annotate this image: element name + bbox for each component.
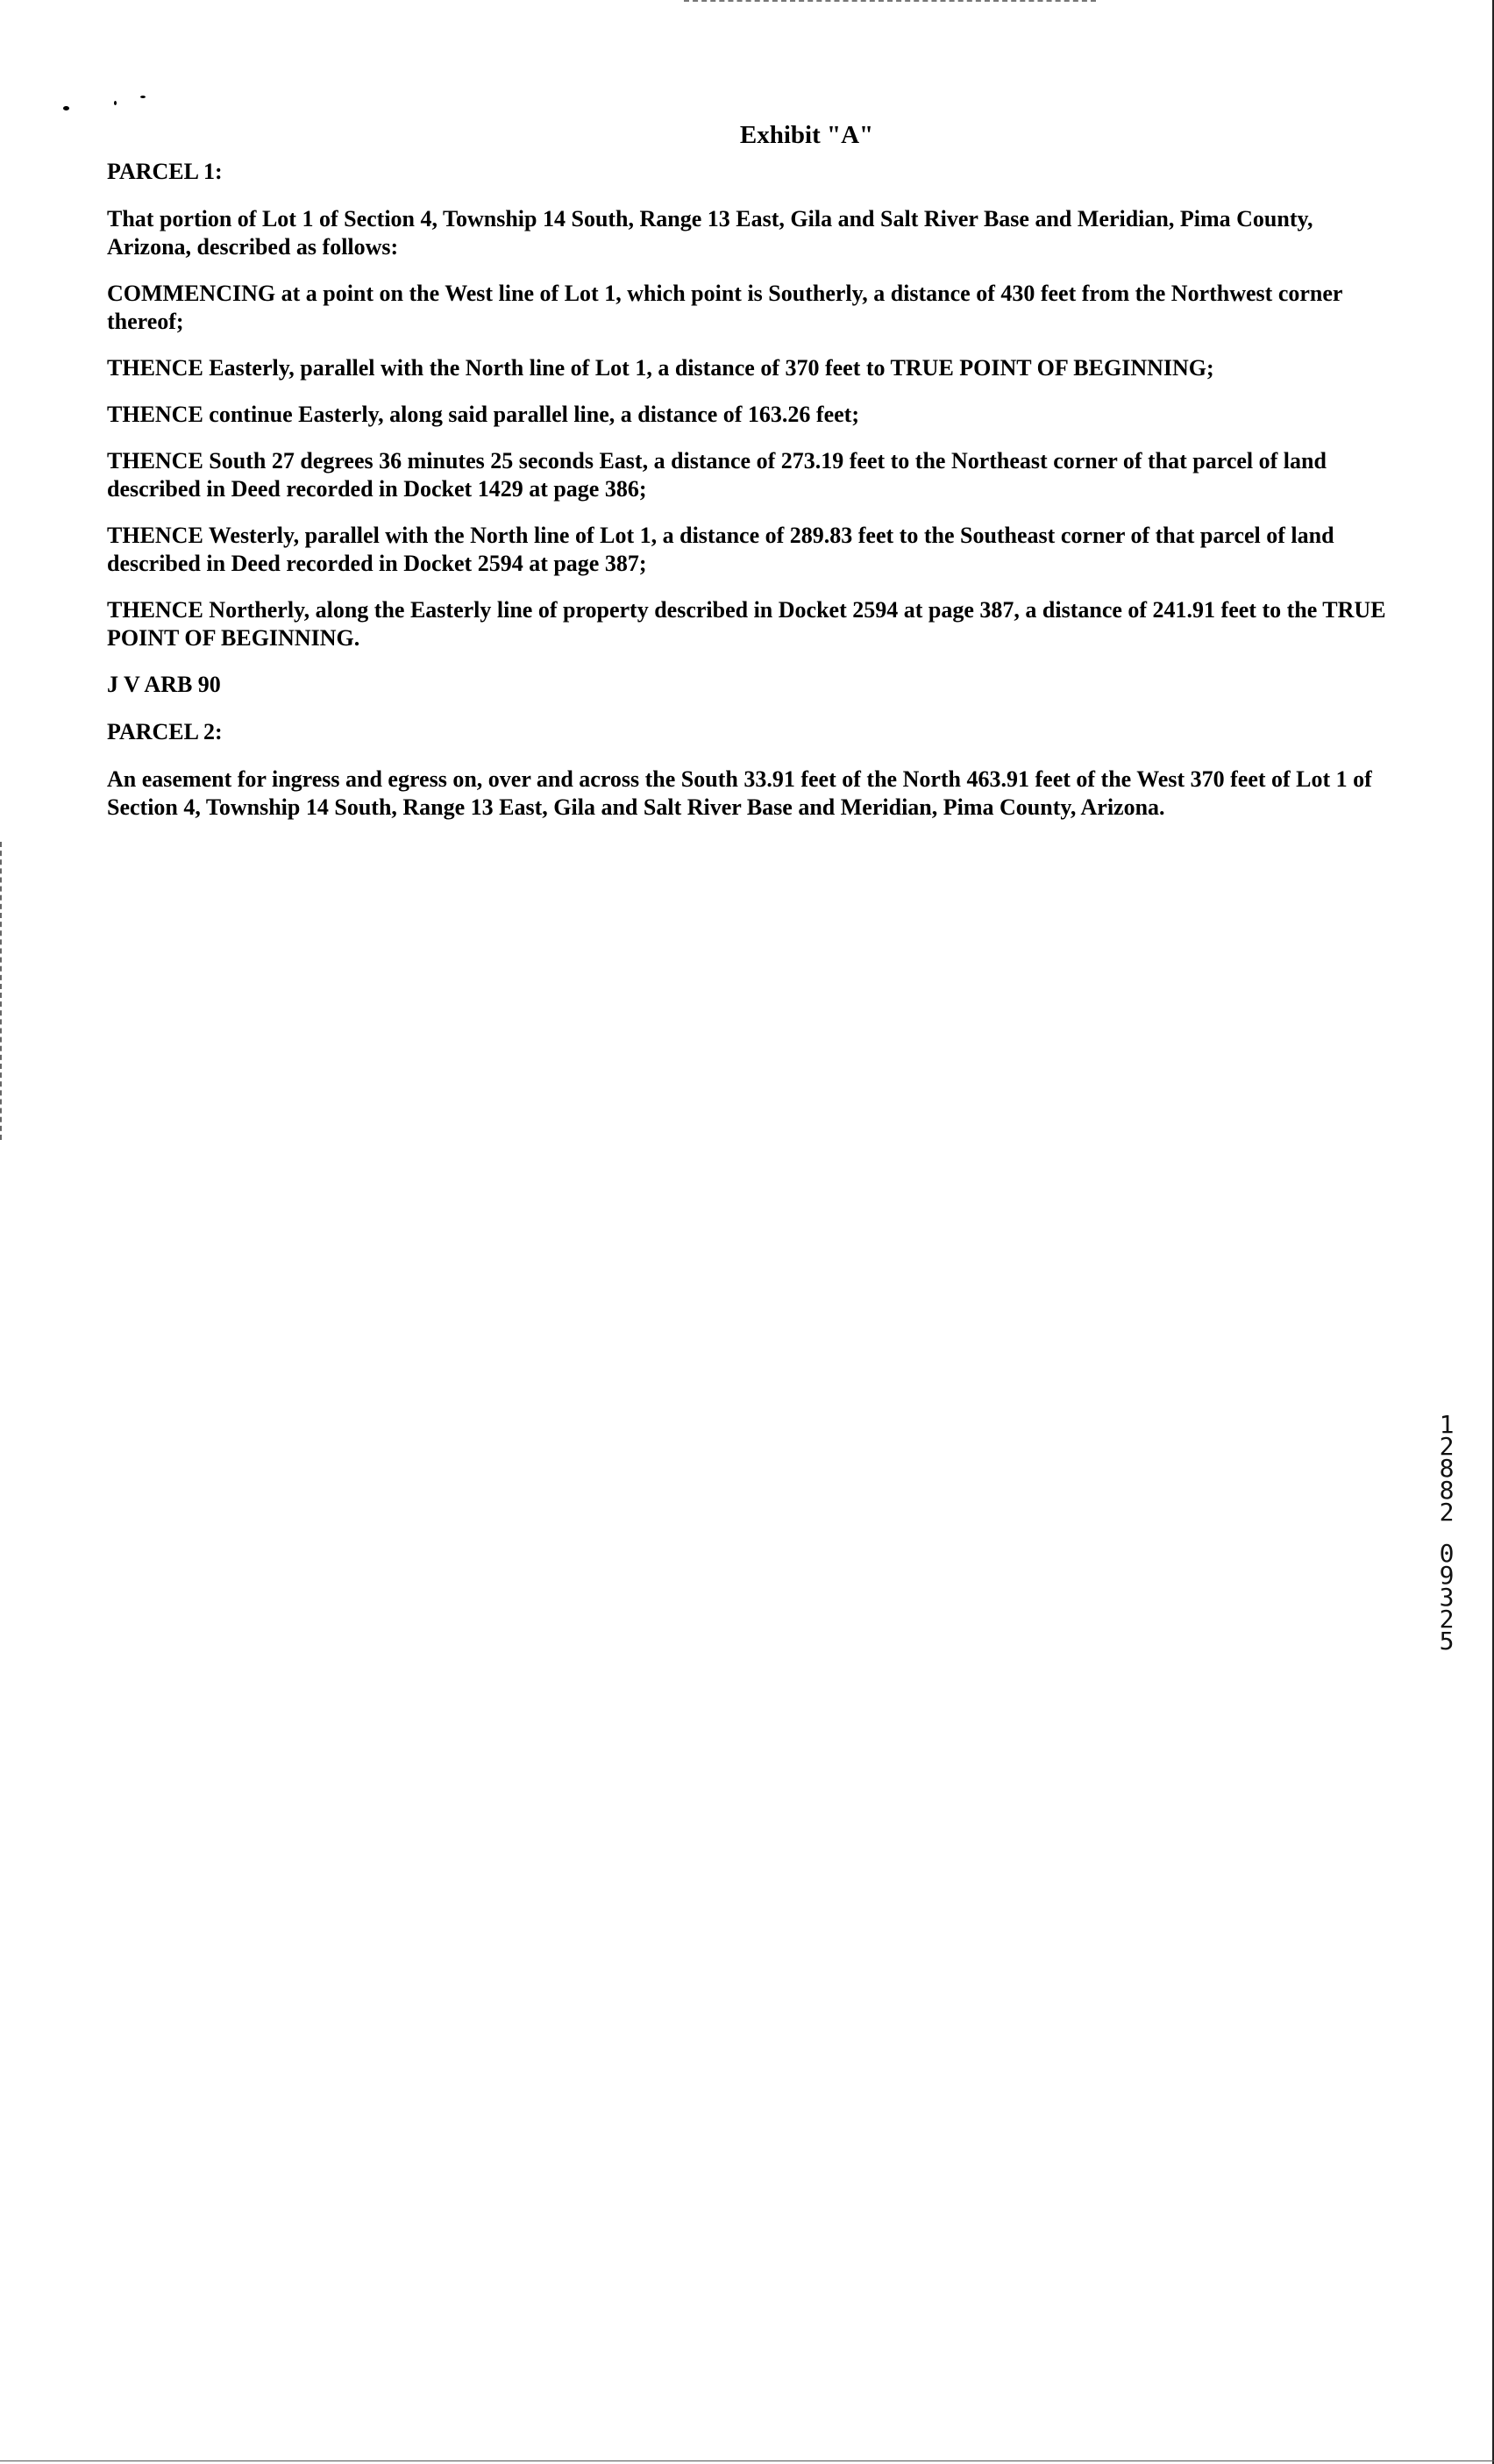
paragraph-easement: An easement for ingress and egress on, over and across the South 33.91 feet of the North 463.91 feet of the West 370 feet of Lot 1 of Section 4, Township 14 South, Range 13 East, Gila and Salt River Base and Meridian, Pima County, Arizona. xyxy=(107,766,1372,820)
stamp-digit: 1 xyxy=(1439,1410,1455,1439)
paragraph-thence-northerly: THENCE Northerly, along the Easterly line of property described in Docket 2594 at page 387, a distance of 241.91 feet to the TRUE POINT OF BEGINNING. xyxy=(107,597,1386,651)
stamp-digit: 5 xyxy=(1439,1627,1455,1656)
stamp-digit: 8 xyxy=(1439,1476,1455,1505)
exhibit-title: Exhibit "A" xyxy=(739,121,874,149)
stamp-digit: 2 xyxy=(1439,1432,1455,1461)
parcel-1-heading: PARCEL 1: xyxy=(107,159,223,184)
recording-stamp xyxy=(1434,1410,1459,1656)
scan-speck xyxy=(140,96,146,98)
stamp-digit: 0 xyxy=(1439,1539,1455,1568)
scan-speck xyxy=(114,101,117,105)
paragraph-thence-continue: THENCE continue Easterly, along said parallel line, a distance of 163.26 feet; xyxy=(107,402,859,427)
stamp-digit: 2 xyxy=(1439,1498,1455,1527)
stamp-digit: 9 xyxy=(1439,1561,1455,1590)
paragraph-thence-westerly: THENCE Westerly, parallel with the North line of Lot 1, a distance of 289.83 feet to the Southeast corner of that parcel of land described in Deed recorded in Docket 2594 at page 387; xyxy=(107,523,1334,576)
scan-border-bottom xyxy=(0,2460,1494,2461)
stamp-digit: 2 xyxy=(1439,1605,1455,1634)
scan-border-left xyxy=(0,842,2,1140)
stamp-digit: 8 xyxy=(1439,1454,1455,1483)
scan-border-top xyxy=(684,0,1096,2)
paragraph-portion: That portion of Lot 1 of Section 4, Township 14 South, Range 13 East, Gila and Salt River Base and Meridian, Pima County, Arizona, described as follows: xyxy=(107,206,1313,260)
paragraph-thence-easterly: THENCE Easterly, parallel with the North line of Lot 1, a distance of 370 feet to TRUE POINT OF BEGINNING; xyxy=(107,355,1214,381)
legal-description xyxy=(107,158,1387,840)
reference-code: J V ARB 90 xyxy=(107,672,221,697)
paragraph-commencing: COMMENCING at a point on the West line of Lot 1, which point is Southerly, a distance of 430 feet from the Northwest corner thereof; xyxy=(107,281,1342,334)
scan-speck xyxy=(63,106,69,110)
paragraph-thence-south: THENCE South 27 degrees 36 minutes 25 seconds East, a distance of 273.19 feet to the Northeast corner of that parcel of land described in Deed recorded in Docket 1429 at page 386; xyxy=(107,448,1327,502)
parcel-2-heading: PARCEL 2: xyxy=(107,719,223,744)
stamp-digit: 3 xyxy=(1439,1583,1455,1612)
